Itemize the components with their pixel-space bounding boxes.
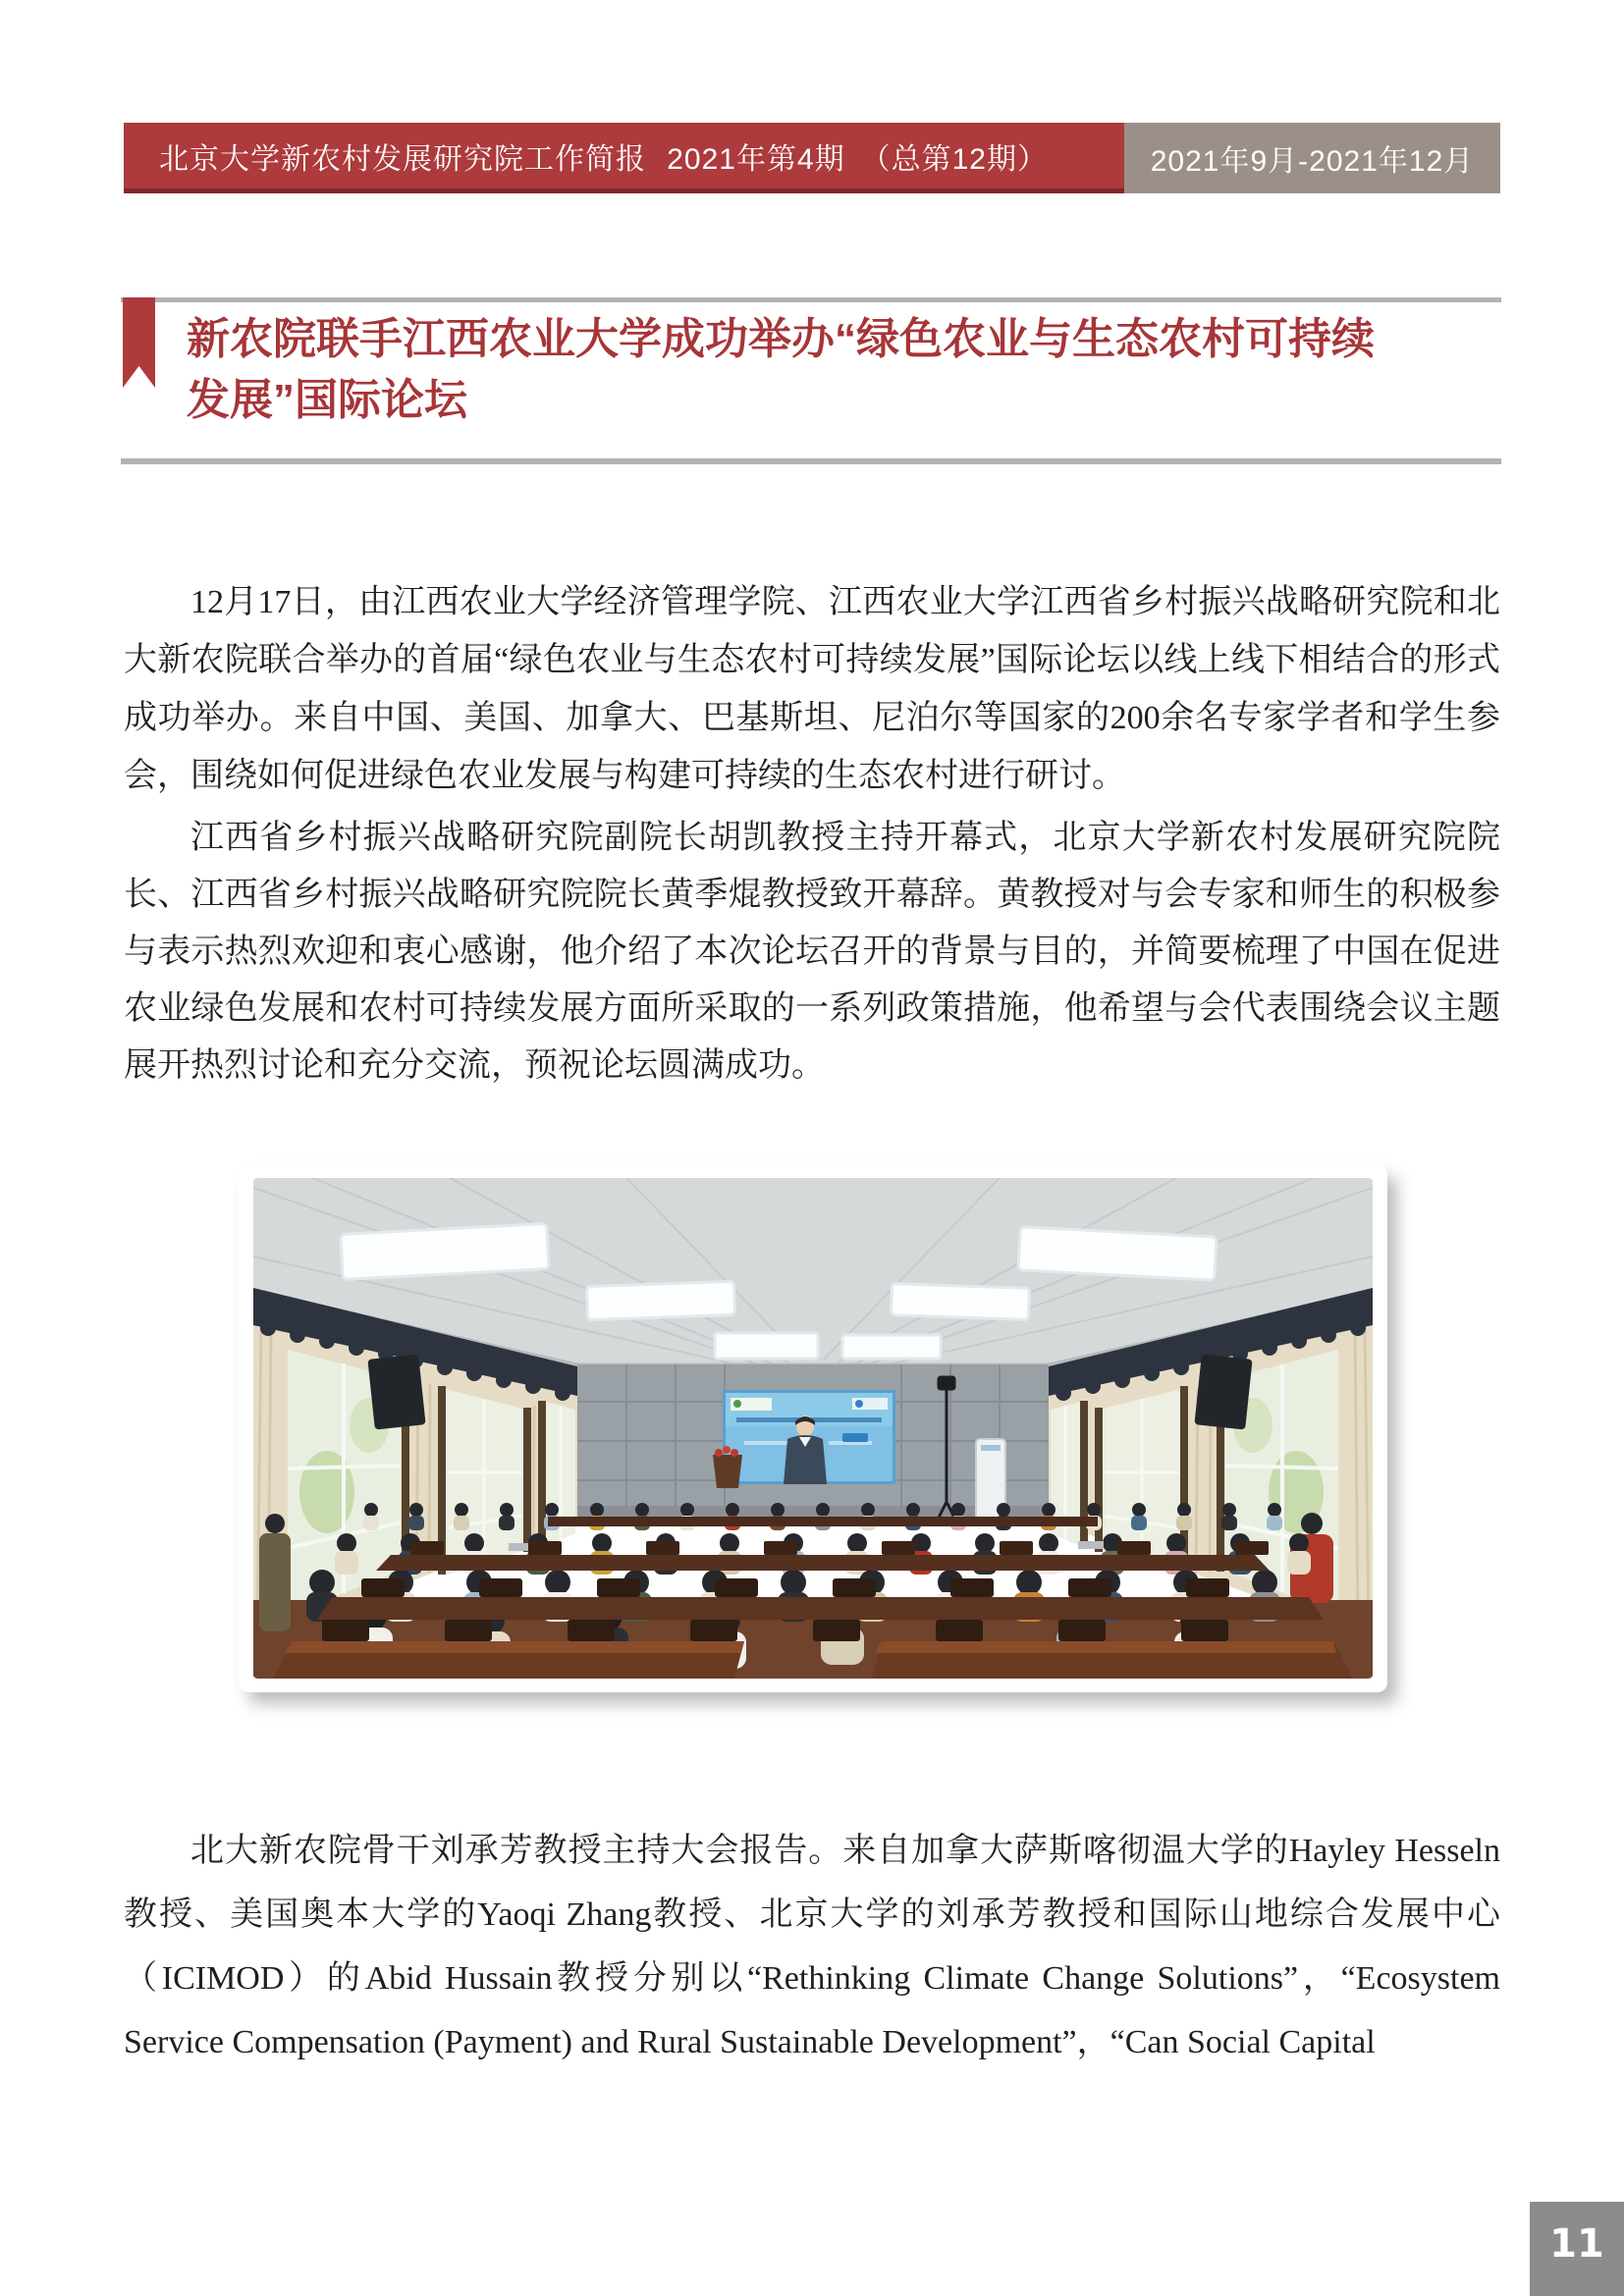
issue-label: 2021年第4期 （总第12期）: [667, 142, 1048, 176]
page-number: 11: [1549, 2221, 1604, 2267]
period-label: 2021年9月-2021年12月: [1150, 145, 1475, 178]
conference-photo: [239, 1164, 1387, 1692]
page-number-badge: [1530, 2202, 1624, 2296]
bookmark-ribbon-icon: [123, 297, 155, 388]
header-bar-gray-section: [1124, 123, 1500, 193]
article-title-line1: 新农院联手江西农业大学成功举办“绿色农业与生态农村可持续: [187, 315, 1375, 363]
paragraph-2: 江西省乡村振兴战略研究院副院长胡凯教授主持开幕式，北京大学新农村发展研究院院长、江西省乡村振兴战略研究院院长黄季焜教授致开幕辞。黄教授对与会专家和师生的积极参与表示热烈欢迎和衷心感谢，他介绍了本次论坛召开的背景与目的，并简要梳理了中国在促进农业绿色发展和农村可持续发展方面所采取的一系列政策措施，他希望与会代表围绕会议主题展开热烈讨论和充分交流，预祝论坛圆满成功。: [124, 820, 1500, 1084]
newsletter-title: 北京大学新农村发展研究院工作简报: [159, 142, 646, 176]
article-title: [187, 309, 1473, 431]
header-bar: [124, 123, 1500, 193]
paragraph-3: 北大新农院骨干刘承芳教授主持大会报告。来自加拿大萨斯喀彻温大学的Hayley Hesseln教授、美国奥本大学的Yaoqi Zhang教授、北京大学的刘承芳教授和国际山地综合发展中心（ICIMOD）的Abid Hussain教授分别以“Rethinking Climate Change Solutions”，“Ecosystem Service Compensation (Payment) and Rural Sustainable Development”，“Can Social Capital: [124, 1833, 1500, 2060]
photo-podium: [713, 1446, 742, 1488]
header-bar-red-section: [124, 123, 1124, 193]
article-title-line2: 发展”国际论坛: [187, 376, 467, 424]
photo-projection-screen: [723, 1390, 895, 1484]
title-rule-top: [121, 297, 1501, 302]
title-rule-bottom: [121, 458, 1501, 464]
paragraph-1: 12月17日，由江西农业大学经济管理学院、江西农业大学江西省乡村振兴战略研究院和北大新农院联合举办的首届“绿色农业与生态农村可持续发展”国际论坛以线上线下相结合的形式成功举办。来自中国、美国、加拿大、巴基斯坦、尼泊尔等国家的200余名专家学者和学生参会，围绕如何促进绿色农业发展与构建可持续的生态农村进行研讨。: [124, 584, 1500, 794]
